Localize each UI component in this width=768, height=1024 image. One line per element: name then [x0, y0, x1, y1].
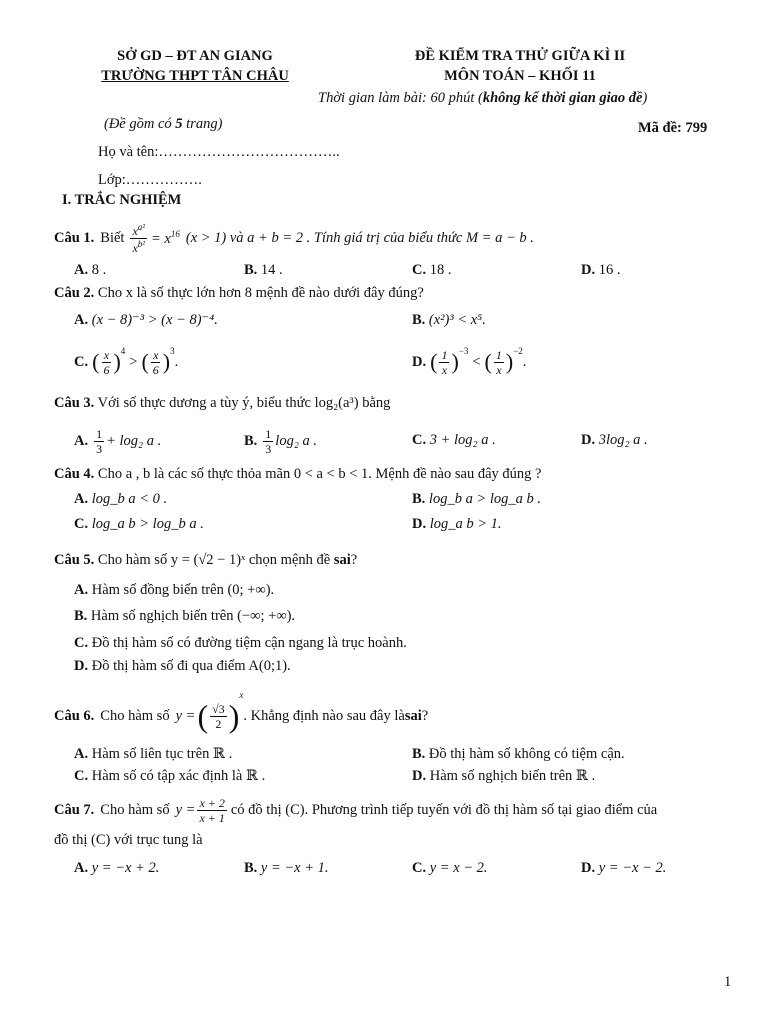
- name-field: Họ và tên:………………………………..: [98, 144, 340, 160]
- option-c[interactable]: C. log_a b > log_b a .: [74, 516, 204, 532]
- question-7-continued: đồ thị (C) với trục tung là: [54, 832, 203, 848]
- question-7: Câu 7. Cho hàm số y = $\frac{x + 2}{x + 1}$ có đồ thị (C). Phương trình tiếp tuyến với đồ thị hàm số tại giao điểm của: [54, 795, 658, 825]
- exam-title: ĐỀ KIỂM TRA THỬ GIỮA KÌ II: [414, 48, 626, 64]
- question-5: Câu 5. Cho hàm số y = (√2 − 1)ˣ chọn mệnh đề sai?: [54, 552, 358, 568]
- option-c[interactable]: C. 18 .: [412, 262, 452, 278]
- class-field: Lớp:…………….: [98, 172, 202, 188]
- math-fraction: $\frac{x + 2}{x + 1}$: [199, 795, 225, 825]
- page-number: 1: [724, 974, 732, 990]
- exam-code: Mã đề: 799: [638, 120, 708, 136]
- question-label: Câu 1.: [54, 229, 95, 246]
- school-name: TRƯỜNG THPT TÂN CHÂU: [101, 68, 289, 84]
- option-b[interactable]: B. Hàm số nghịch biến trên (−∞; +∞).: [74, 608, 296, 624]
- option-a[interactable]: A. log_b a < 0 .: [74, 491, 168, 507]
- option-c[interactable]: C. y = x − 2.: [412, 860, 488, 876]
- option-a[interactable]: A. $\frac{1}{3}$ + log₂ a .: [74, 426, 162, 456]
- page-count-note: (Đề gồm có 5 trang): [104, 116, 223, 132]
- exam-time: Thời gian làm bài: 60 phút (không kể thời gian giao đề): [318, 90, 648, 106]
- option-b[interactable]: B. $\frac{1}{3}$ log₂ a .: [244, 426, 317, 456]
- option-d[interactable]: D. ( $\frac{1}{x}$ ) $^{-3}$ < ( $\frac{1}{x}$ ) $^{-2}$ .: [412, 346, 527, 377]
- option-b[interactable]: B. 14 .: [244, 262, 283, 278]
- option-a[interactable]: A. (x − 8)⁻³ > (x − 8)⁻⁴.: [74, 312, 218, 328]
- option-a[interactable]: A. 8 .: [74, 262, 107, 278]
- option-a[interactable]: A. Hàm số liên tục trên ℝ .: [74, 746, 233, 762]
- option-a[interactable]: A. Hàm số đồng biến trên (0; +∞).: [74, 582, 275, 598]
- option-a[interactable]: A. y = −x + 2.: [74, 860, 160, 876]
- option-d[interactable]: D. y = −x − 2.: [581, 860, 667, 876]
- option-d[interactable]: D. Đồ thị hàm số đi qua điểm A(0;1).: [74, 658, 291, 674]
- question-3: Câu 3. Với số thực dương a tùy ý, biểu thức log₂(a³) bằng: [54, 395, 391, 411]
- option-b[interactable]: B. (x²)³ < x⁵.: [412, 312, 486, 328]
- option-d[interactable]: D. log_a b > 1.: [412, 516, 502, 532]
- option-b[interactable]: B. log_b a > log_a b .: [412, 491, 542, 507]
- option-d[interactable]: D. 16 .: [581, 262, 621, 278]
- math-fraction: $\frac{√3}{2}$: [212, 701, 225, 731]
- section-title: I. TRẮC NGHIỆM: [62, 192, 182, 208]
- option-c[interactable]: C. ( $\frac{x}{6}$ ) $^4$ > ( $\frac{x}{6}$ ) $^3$ .: [74, 346, 179, 377]
- option-c[interactable]: C. 3 + log₂ a .: [412, 432, 496, 448]
- department-name: SỞ GD – ĐT AN GIANG: [117, 48, 273, 64]
- question-6: Câu 6. Cho hàm số y = ( $\frac{√3}{2}$ ) x . Khẳng định nào sau đây là sai ?: [54, 690, 429, 734]
- option-c[interactable]: C. Đồ thị hàm số có đường tiệm cận ngang là trục hoành.: [74, 635, 407, 651]
- option-b[interactable]: B. Đồ thị hàm số không có tiệm cận.: [412, 746, 625, 762]
- question-2: Câu 2. Cho x là số thực lớn hơn 8 mệnh đề nào dưới đây đúng?: [54, 285, 424, 301]
- question-4: Câu 4. Cho a , b là các số thực thỏa mãn 0 < a < b < 1. Mệnh đề nào sau đây đúng ?: [54, 466, 542, 482]
- math-fraction: $\frac{x^{a^2}}{x^{b^2}}$: [132, 221, 145, 255]
- option-c[interactable]: C. Hàm số có tập xác định là ℝ .: [74, 768, 266, 784]
- option-d[interactable]: D. Hàm số nghịch biến trên ℝ .: [412, 768, 596, 784]
- option-d[interactable]: D. 3log₂ a .: [581, 432, 648, 448]
- question-1: Câu 1. Biết $\frac{x^{a^2}}{x^{b^2}}$ = $x^{16}$ (x > 1) và a + b = 2 . Tính giá trị của biểu thức M = a − b .: [54, 221, 534, 255]
- exam-subject: MÔN TOÁN – KHỐI 11: [444, 68, 596, 84]
- option-b[interactable]: B. y = −x + 1.: [244, 860, 329, 876]
